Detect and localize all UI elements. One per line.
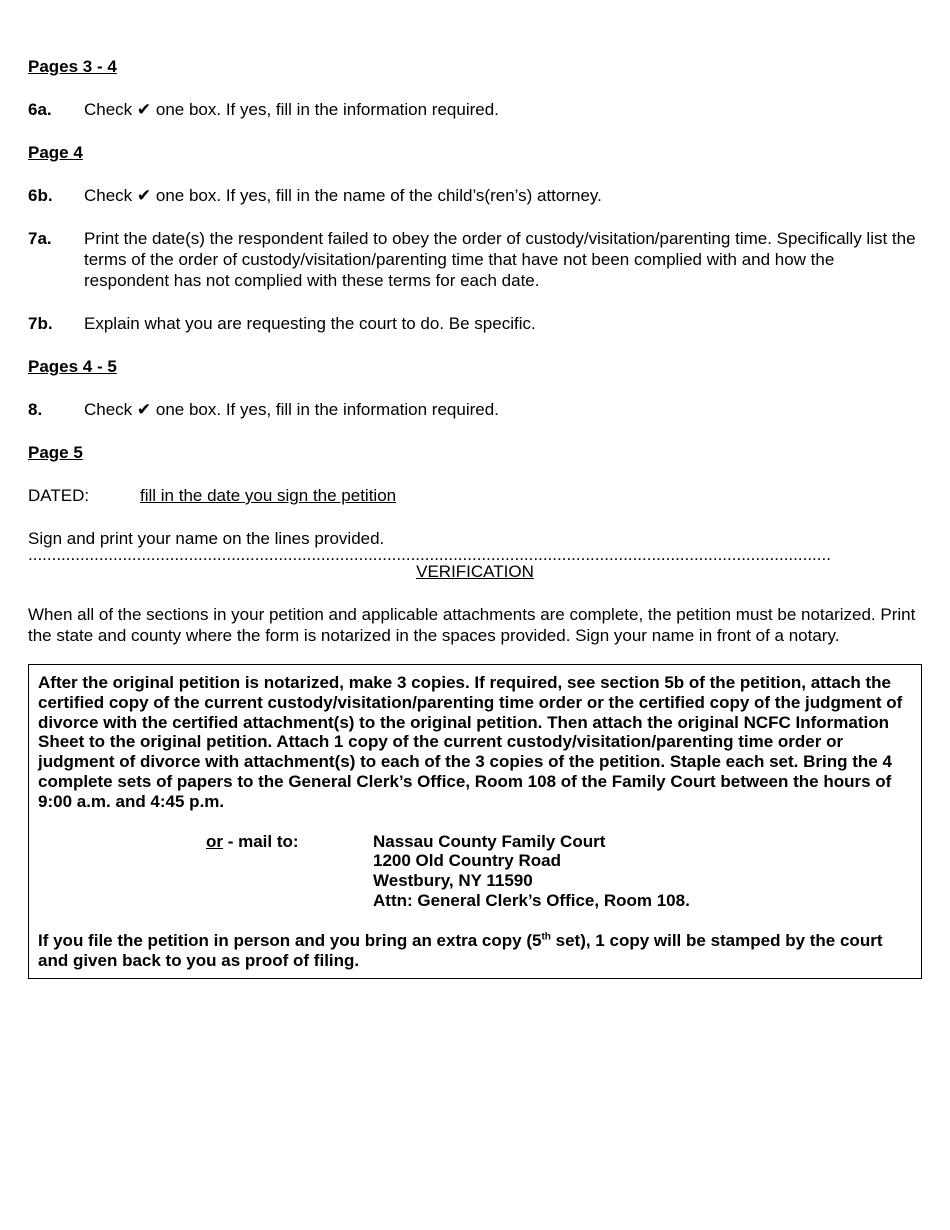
item-number: 7a. [28,229,52,248]
mail-to-row [38,832,912,911]
section-heading-page-5: Page 5 [28,443,83,462]
item-number: 6a. [28,100,52,119]
address-line-4: Attn: General Clerk’s Office, Room 108. [373,890,690,910]
item-text: Print the date(s) the respondent failed to obey the order of custody/visitation/parenting time. Specifically list the terms of the order of custody/visitation/parenting time that have not been complied with and how the respondent has not complied with these terms for each date. [84,229,916,290]
footer-text-2: set), 1 copy will be stamped by the court and given back to you as proof of filing. [38,930,883,970]
address-line-1: Nassau County Family Court [373,831,606,851]
mail-rest: - mail to: [223,831,299,851]
dated-value: fill in the date you sign the petition [140,486,397,505]
filing-instructions: After the original petition is notarized, make 3 copies. If required, see section 5b of the petition, attach the certified copy of the current custody/visitation/parenting time order or the certified copy of the judgment of divorce with the certified attachment(s) to the original petition. Then attach the original NCFC Information Sheet to the original petition. Attach 1 copy of the current custody/visitation/parenting time order or judgment of divorce with attachment(s) to each of the 3 copies of the petition. Staple each set. Bring the 4 complete sets of papers to the General Clerk’s Office, Room 108 of the Family Court between the hours of 9:00 a.m. and 4:45 p.m. [38,673,903,811]
item-text: Check ✔ one box. If yes, fill in the information required. [84,100,499,119]
section-heading-page-4: Page 4 [28,143,83,162]
item-7b [28,313,922,334]
sign-instruction: Sign and print your name on the lines provided. [28,529,385,548]
item-7a [28,228,922,291]
section-heading-pages-4-5: Pages 4 - 5 [28,357,117,376]
item-number: 8. [28,400,43,419]
mail-or: or [206,831,223,851]
footer-text-1: If you file the petition in person and you bring an extra copy (5 [38,930,542,950]
address-line-3: Westbury, NY 11590 [373,871,533,891]
item-8 [28,399,922,420]
court-address [373,832,690,911]
item-text: Check ✔ one box. If yes, fill in the information required. [84,400,499,419]
item-text: Check ✔ one box. If yes, fill in the name of the child’s(ren’s) attorney. [84,186,602,205]
verification-title: VERIFICATION [416,562,534,581]
mail-label [38,832,373,911]
filing-footer [38,931,912,971]
filing-instructions-box [28,664,922,979]
dotted-separator: .......................................................................................................................................................................... [28,549,831,561]
instruction-page [28,56,922,979]
item-text: Explain what you are requesting the court to do. Be specific. [84,314,536,333]
verification-text: When all of the sections in your petition and applicable attachments are complete, the petition must be notarized. Print the state and county where the form is notarized in the spaces provided. Sign your name in front of a notary. [28,605,916,645]
item-number: 7b. [28,314,53,333]
item-number: 6b. [28,186,53,205]
item-6b [28,185,922,206]
footer-superscript: th [541,931,551,943]
section-heading-pages-3-4: Pages 3 - 4 [28,57,117,76]
dated-label: DATED: [28,486,90,505]
dated-row [28,485,922,506]
address-line-2: 1200 Old Country Road [373,851,561,871]
item-6a [28,99,922,120]
